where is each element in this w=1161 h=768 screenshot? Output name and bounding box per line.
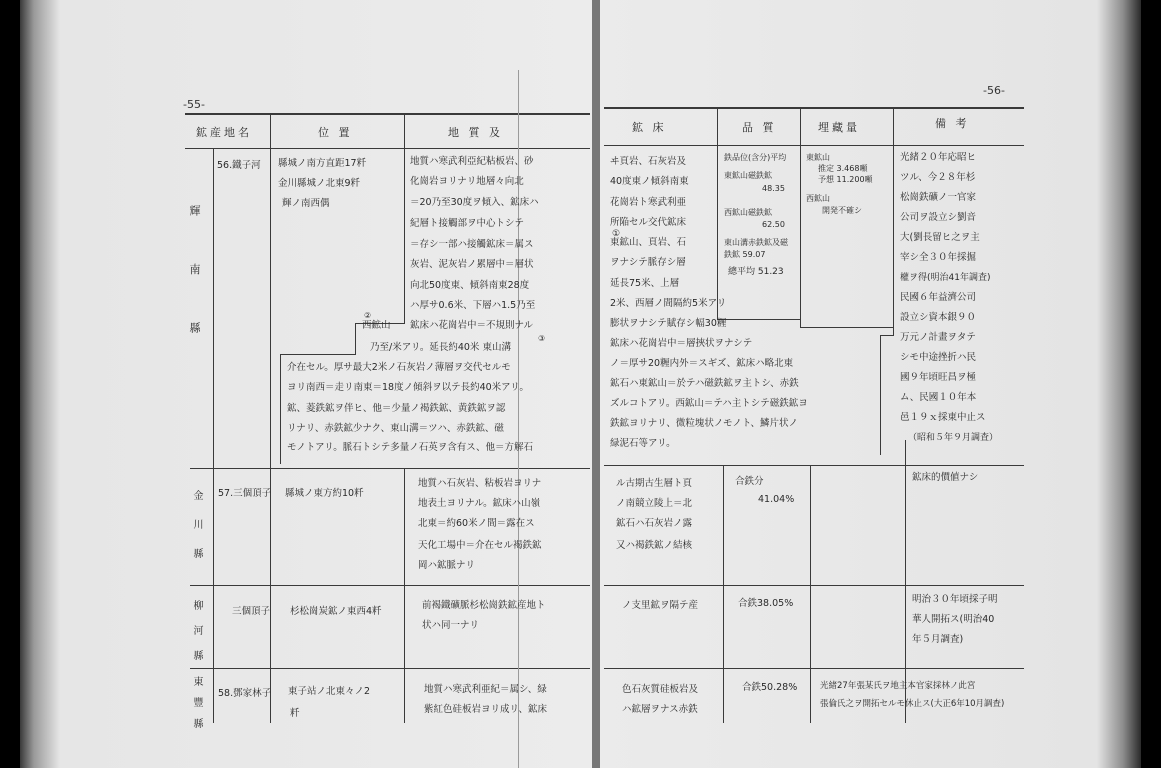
remarks-line: 邑１９ｘ採東中止ス (900, 412, 986, 423)
column-divider (404, 113, 405, 323)
geology-line: 地質ハ寒武利亜紀＝属シ、緑 (424, 684, 547, 695)
locality-name: 56.鐵子河 (217, 160, 261, 171)
quality-line: 東鉱山磁鉄鉱 (724, 171, 772, 180)
deposit-line: ズルコトアリ。西鉱山＝テハ主トシテ磁鉄鉱ヨ (610, 398, 808, 409)
reserves-line: 開発不確シ (822, 206, 862, 215)
remarks-line: 華人開拓ス(明治40 (912, 614, 995, 625)
deposit-line: 膨状ヲナシテ賦存シ幅30糎 (610, 318, 727, 329)
remarks-line: 年５月調査) (912, 634, 964, 645)
header-deposit: 鉱 床 (632, 121, 667, 134)
mine-marker-label: 西鉱山 (362, 320, 391, 331)
remarks-line: 大(劉長留ヒ之ヲ主 (900, 232, 980, 243)
deposit-line: 花崗岩ト寒武利亜 (610, 197, 687, 208)
district-label: 東 豐 縣 (191, 676, 202, 733)
remarks-line: 光緒２０年応昭ヒ (900, 152, 977, 163)
table-top-border (604, 107, 1024, 109)
header-position: 位 置 (318, 126, 353, 139)
deposit-line: 40度東ノ傾斜南東 (610, 176, 689, 187)
geology-line: 介在セル。厚サ最大2米ノ石灰岩ノ薄層ヲ交代セルモ (287, 362, 511, 373)
geology-line: 岡ハ鉱脈ナリ (418, 560, 476, 571)
mine-marker-number: ② (364, 311, 372, 320)
quality-line: 合鉄38.05% (738, 598, 794, 609)
deposit-line: 緑泥石等アリ。 (610, 438, 676, 449)
remarks-line: 明治３０年頃採子明 (912, 594, 998, 605)
quality-line: 東山溝赤鉄鉱及磁 (724, 238, 788, 247)
column-divider (270, 113, 271, 723)
position-text: 杉松崗炭鉱ノ東西4粁 (290, 606, 382, 617)
geology-line: 前褐鐵礦脈杉松崗鉄鉱産地ト (422, 600, 546, 611)
row-divider (190, 585, 590, 586)
quality-line: 西鉱山磁鉄鉱 (724, 208, 772, 217)
deposit-line: 東鉱山、頁岩、石 (610, 237, 687, 248)
remarks-line: 宰シ全３０年採掘 (900, 252, 977, 263)
reserves-line: 東鉱山 (806, 153, 830, 162)
remarks-line: （昭和５年９月調査） (908, 433, 999, 443)
column-divider (893, 107, 894, 335)
step-line (280, 354, 356, 355)
geology-line: 紫紅色硅板岩ヨリ成リ、鉱床 (424, 704, 548, 715)
column-divider (810, 465, 811, 723)
remarks-line: 公司ヲ設立シ劉音 (900, 212, 977, 223)
locality-name: 57.三個頂子 (218, 488, 272, 499)
row-divider (190, 468, 590, 469)
geology-line: ハ厚サ0.6米、下層ハ1.5乃至 (410, 300, 536, 311)
geology-line: 鉱床ハ花崗岩中＝不規則ナル (410, 320, 534, 331)
remarks-line: 万元ノ計畫ヲタテ (900, 332, 976, 343)
reserves-line: 予想 11.200噸 (818, 175, 873, 184)
remarks-line: 鉱床的價値ナシ (912, 472, 979, 483)
step-line (880, 335, 894, 336)
deposit-line: 所陥セル交代鉱床 (610, 217, 687, 228)
row-divider (604, 668, 1024, 669)
position-text: 東子站ノ北東々ノ2 (288, 686, 371, 697)
geology-line: 地質ハ石灰岩、粘板岩ヨリナ (418, 478, 542, 489)
header-geology: 地 質 及 (448, 126, 503, 139)
step-line (355, 323, 356, 354)
geology-line: 地質ハ寒武利亞紀粘板岩、砂 (410, 156, 534, 167)
geology-line: モノトアリ。脈石トシテ多量ノ石英ヲ含有ス、他＝方解石 (287, 442, 534, 453)
district-label: 輝 南 縣 (188, 205, 201, 355)
remarks-line: 國９年頃旺昌ヲ極 (900, 372, 977, 383)
quality-line: 合鉄分 (735, 476, 764, 487)
remarks-line: ム、民國１０年本 (900, 392, 977, 403)
deposit-line: ノ南競立陵上＝北 (616, 498, 693, 509)
quality-line: 鉄鉱 59.07 (724, 250, 766, 259)
position-text: 金川縣城ノ北東9粁 (278, 178, 361, 189)
remarks-line: 張倫氏之ヲ開拓セルモ休止ス(大正6年10月調査) (820, 699, 1005, 709)
step-line (280, 354, 281, 464)
geology-line: ＝20乃至30度ヲ傾入、鉱床ハ (410, 197, 539, 208)
geology-line: 乃至/米アリ。延長約40米 東山溝 (370, 342, 511, 353)
geology-line: 鉱、菱鉄鉱ヲ伴ヒ、他＝少量ノ褐鉄鉱、黄鉄鉱ヲ認 (287, 403, 506, 414)
step-line (800, 327, 893, 328)
deposit-line: 色石灰質硅板岩及 (622, 684, 699, 695)
column-divider (213, 148, 214, 723)
reserves-line: 西鉱山 (806, 194, 830, 203)
row-divider (604, 465, 1024, 466)
deposit-line: ノ支里鉱ヲ隔テ産 (622, 600, 699, 611)
header-remarks: 備 考 (935, 117, 970, 130)
geology-line: 向北50度東、傾斜南東28度 (410, 280, 530, 291)
geology-line: 天化工場中＝介在セル褐鉄鉱 (418, 540, 542, 551)
deposit-line: 鉱石ハ石灰岩ノ露 (616, 518, 693, 529)
quality-line: 48.35 (762, 184, 785, 193)
row-divider (604, 585, 1024, 586)
geology-line: リナリ、赤鉄鉱少ナク、東山溝＝ツハ、赤鉄鉱、磁 (287, 423, 504, 434)
remarks-line: 權ヲ得(明治41年調査) (900, 273, 991, 283)
geology-line: 化崗岩ヨリナリ地層々向北 (410, 176, 524, 187)
geology-line: ＝存シ一部ハ接觸鉱床＝属ス (410, 239, 534, 250)
quality-line: 合鉄50.28% (742, 682, 798, 693)
deposit-line: 又ハ褐鉄鉱ノ結核 (616, 540, 693, 551)
deposit-line: ル古期古生層ト頁 (616, 478, 693, 489)
remarks-line: 光緒27年張某氏ヲ地主本官家採林ノ此宮 (820, 681, 976, 691)
quality-line: 總平均 51.23 (728, 267, 784, 277)
geology-line: 紀層ト接觸部ヲ中心トシテ (410, 218, 525, 229)
book-spine (592, 0, 600, 768)
geology-line: 灰岩、泥灰岩ノ累層中＝層状 (410, 259, 534, 270)
locality-name: 58.鄧家林子 (218, 688, 272, 699)
deposit-line: 鉄鉱ヨリナリ、微粒塊状ノモノト、鱗片状ノ (610, 418, 799, 429)
column-divider (404, 468, 405, 723)
deposit-line: ヰ頁岩、石灰岩及 (610, 156, 687, 167)
quality-line: 41.04% (758, 494, 795, 505)
position-text: 縣城ノ東方約10粁 (285, 488, 364, 499)
quality-line: 鉄品位(含分)平均 (724, 153, 787, 162)
position-text: 粁 (290, 708, 300, 719)
column-divider (717, 107, 718, 319)
mine-marker-number: ① (612, 229, 621, 239)
district-label: 金 川 縣 (191, 490, 202, 567)
mine-marker-number: ③ (538, 334, 546, 343)
deposit-line: ノ＝厚サ20糎内外＝スギズ、鉱床ハ略北東 (610, 358, 794, 369)
deposit-line: 2米、西層ノ間隔約5米アリ (610, 298, 727, 309)
quality-line: 62.50 (762, 220, 785, 229)
column-divider (800, 107, 801, 327)
district-label: 柳 河 縣 (191, 600, 202, 667)
step-line (717, 319, 801, 320)
remarks-line: ツル、今２８年杉 (900, 172, 976, 183)
position-text: 縣城ノ南方直距17粁 (278, 158, 367, 169)
left-page-number: -55- (183, 98, 205, 111)
header-divider (185, 148, 590, 149)
remarks-line: 設立シ資本銀９０ (900, 312, 977, 323)
reserves-line: 推定 3.468噸 (818, 164, 868, 173)
geology-line: 状ハ同一ナリ (422, 620, 480, 631)
deposit-line: ハ鉱層ヲナス赤鉄 (622, 704, 698, 715)
geology-line: ヨリ南西＝走リ南東＝18度ノ傾斜ヲ以テ長約40米アリ。 (287, 382, 529, 393)
right-page-number: -56- (983, 84, 1005, 97)
header-divider (604, 145, 1024, 146)
header-locality: 鉱産地名 (196, 126, 252, 139)
geology-line: 北東＝約60米ノ間＝露在ス (418, 518, 535, 529)
header-reserves: 埋藏量 (818, 121, 860, 134)
deposit-line: ヲナシテ脈存シ層 (610, 257, 686, 268)
remarks-line: シモ中途挫折ハ民 (900, 352, 977, 363)
position-text: 輝ノ南西偶 (282, 198, 330, 209)
geology-line: 地表土ヨリナル。鉱床ハ山嶺 (418, 498, 541, 509)
remarks-line: 民國６年益濟公司 (900, 292, 977, 303)
row-divider (190, 668, 590, 669)
locality-name: 三個頂子 (232, 606, 271, 617)
remarks-line: 松崗鉄礦ノ一官家 (900, 192, 977, 203)
deposit-line: 鉱床ハ花崗岩中＝層挾状ヲナシテ (610, 338, 753, 349)
table-top-border (185, 113, 590, 115)
step-line (880, 335, 881, 455)
fold-crease (518, 70, 519, 768)
header-quality: 品 質 (742, 121, 777, 134)
deposit-line: 鉱石ハ東鉱山＝於テハ磁鉄鉱ヲ主トシ、赤鉄 (610, 378, 799, 389)
column-divider (723, 465, 724, 723)
deposit-line: 延長75米、上層 (610, 278, 680, 289)
